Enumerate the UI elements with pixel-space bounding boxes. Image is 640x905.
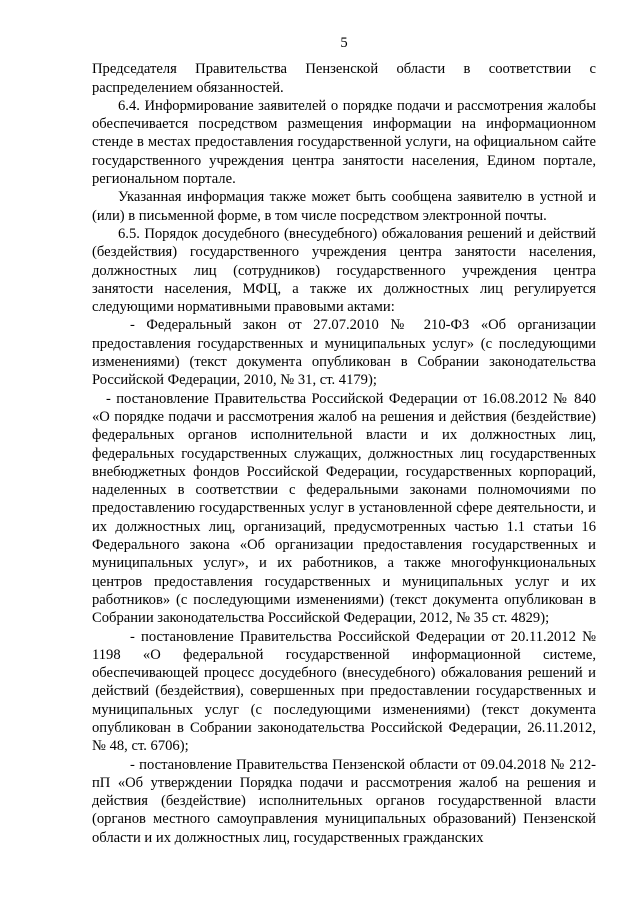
list-item-resolution-1198: - постановление Правительства Российской Федерации от 20.11.2012 № 1198 «О федеральной государственной информационной системе, обеспечивающей процесс досудебного (внесудебного) обжалования решений и действий (бездействия), совершенных при предоставлении государственных и муниципальных услуг (с последующими изменениями) (текст документа опубликован в Собрании законодательства Российской Федерации, 26.11.2012, № 48, ст. 6706); — [92, 628, 596, 755]
page-number: 5 — [340, 35, 348, 51]
paragraph-6-5: 6.5. Порядок досудебного (внесудебного) обжалования решений и действий (бездействия) государственного учреждения центра занятости населения, должностных лиц (сотрудников) государственного учреждения центра занятости населения, МФЦ, а также их должностных лиц регулируется следующими нормативными правовыми актами: — [92, 225, 596, 316]
paragraph-info-note: Указанная информация также может быть сообщена заявителю в устной и (или) в письменной форме, в том числе посредством электронной почты. — [92, 189, 596, 224]
paragraph-continuation: Председателя Правительства Пензенской области в соответствии с распределением обязанностей. — [92, 61, 596, 96]
list-item-resolution-212: - постановление Правительства Пензенской области от 09.04.2018 № 212-пП «Об утверждении Порядка подачи и рассмотрения жалоб на решения и действия (бездействие) исполнительных органов государственной власти (органов местного самоуправления муниципальных образований) Пензенской области и их должностных лиц, государственных гражданских — [92, 756, 596, 846]
paragraph-6-4: 6.4. Информирование заявителей о порядке подачи и рассмотрения жалобы обеспечивается посредством размещения информации на информационном стенде в местах предоставления государственной услуги, на официальном сайте государственного учреждения центра занятости населения, Едином портале, региональном портале. — [92, 97, 596, 188]
document-page — [92, 34, 596, 847]
list-item-resolution-840: - постановление Правительства Российской Федерации от 16.08.2012 № 840 «О порядке подачи и рассмотрения жалоб на решения и действия (бездействие) федеральных органов исполнительной власти и их должностных лиц, федеральных государственных служащих, должностных лиц государственных внебюджетных фондов Российской Федерации, государственных корпораций, наделенных в соответствии с федеральными законами полномочиями по предоставлению государственных услуг в установленной сфере деятельности, и их должностных лиц, организаций, предусмотренных частью 1.1 статьи 16 Федерального закона «Об организации предоставления государственных и муниципальных услуг», и их работников, а также многофункциональных центров предоставления государственных и муниципальных услуг и их работников» (с последующими изменениями) (текст документа опубликован в Собрании законодательства Российской Федерации, 2012, № 35 ст. 4829); — [92, 390, 596, 627]
list-item-federal-law: - Федеральный закон от 27.07.2010 № 210-ФЗ «Об организации предоставления государственных и муниципальных услуг» (с последующими изменениями) (текст документа опубликован в Собрании законодательства Российской Федерации, 2010, № 31, ст. 4179); — [92, 317, 596, 389]
